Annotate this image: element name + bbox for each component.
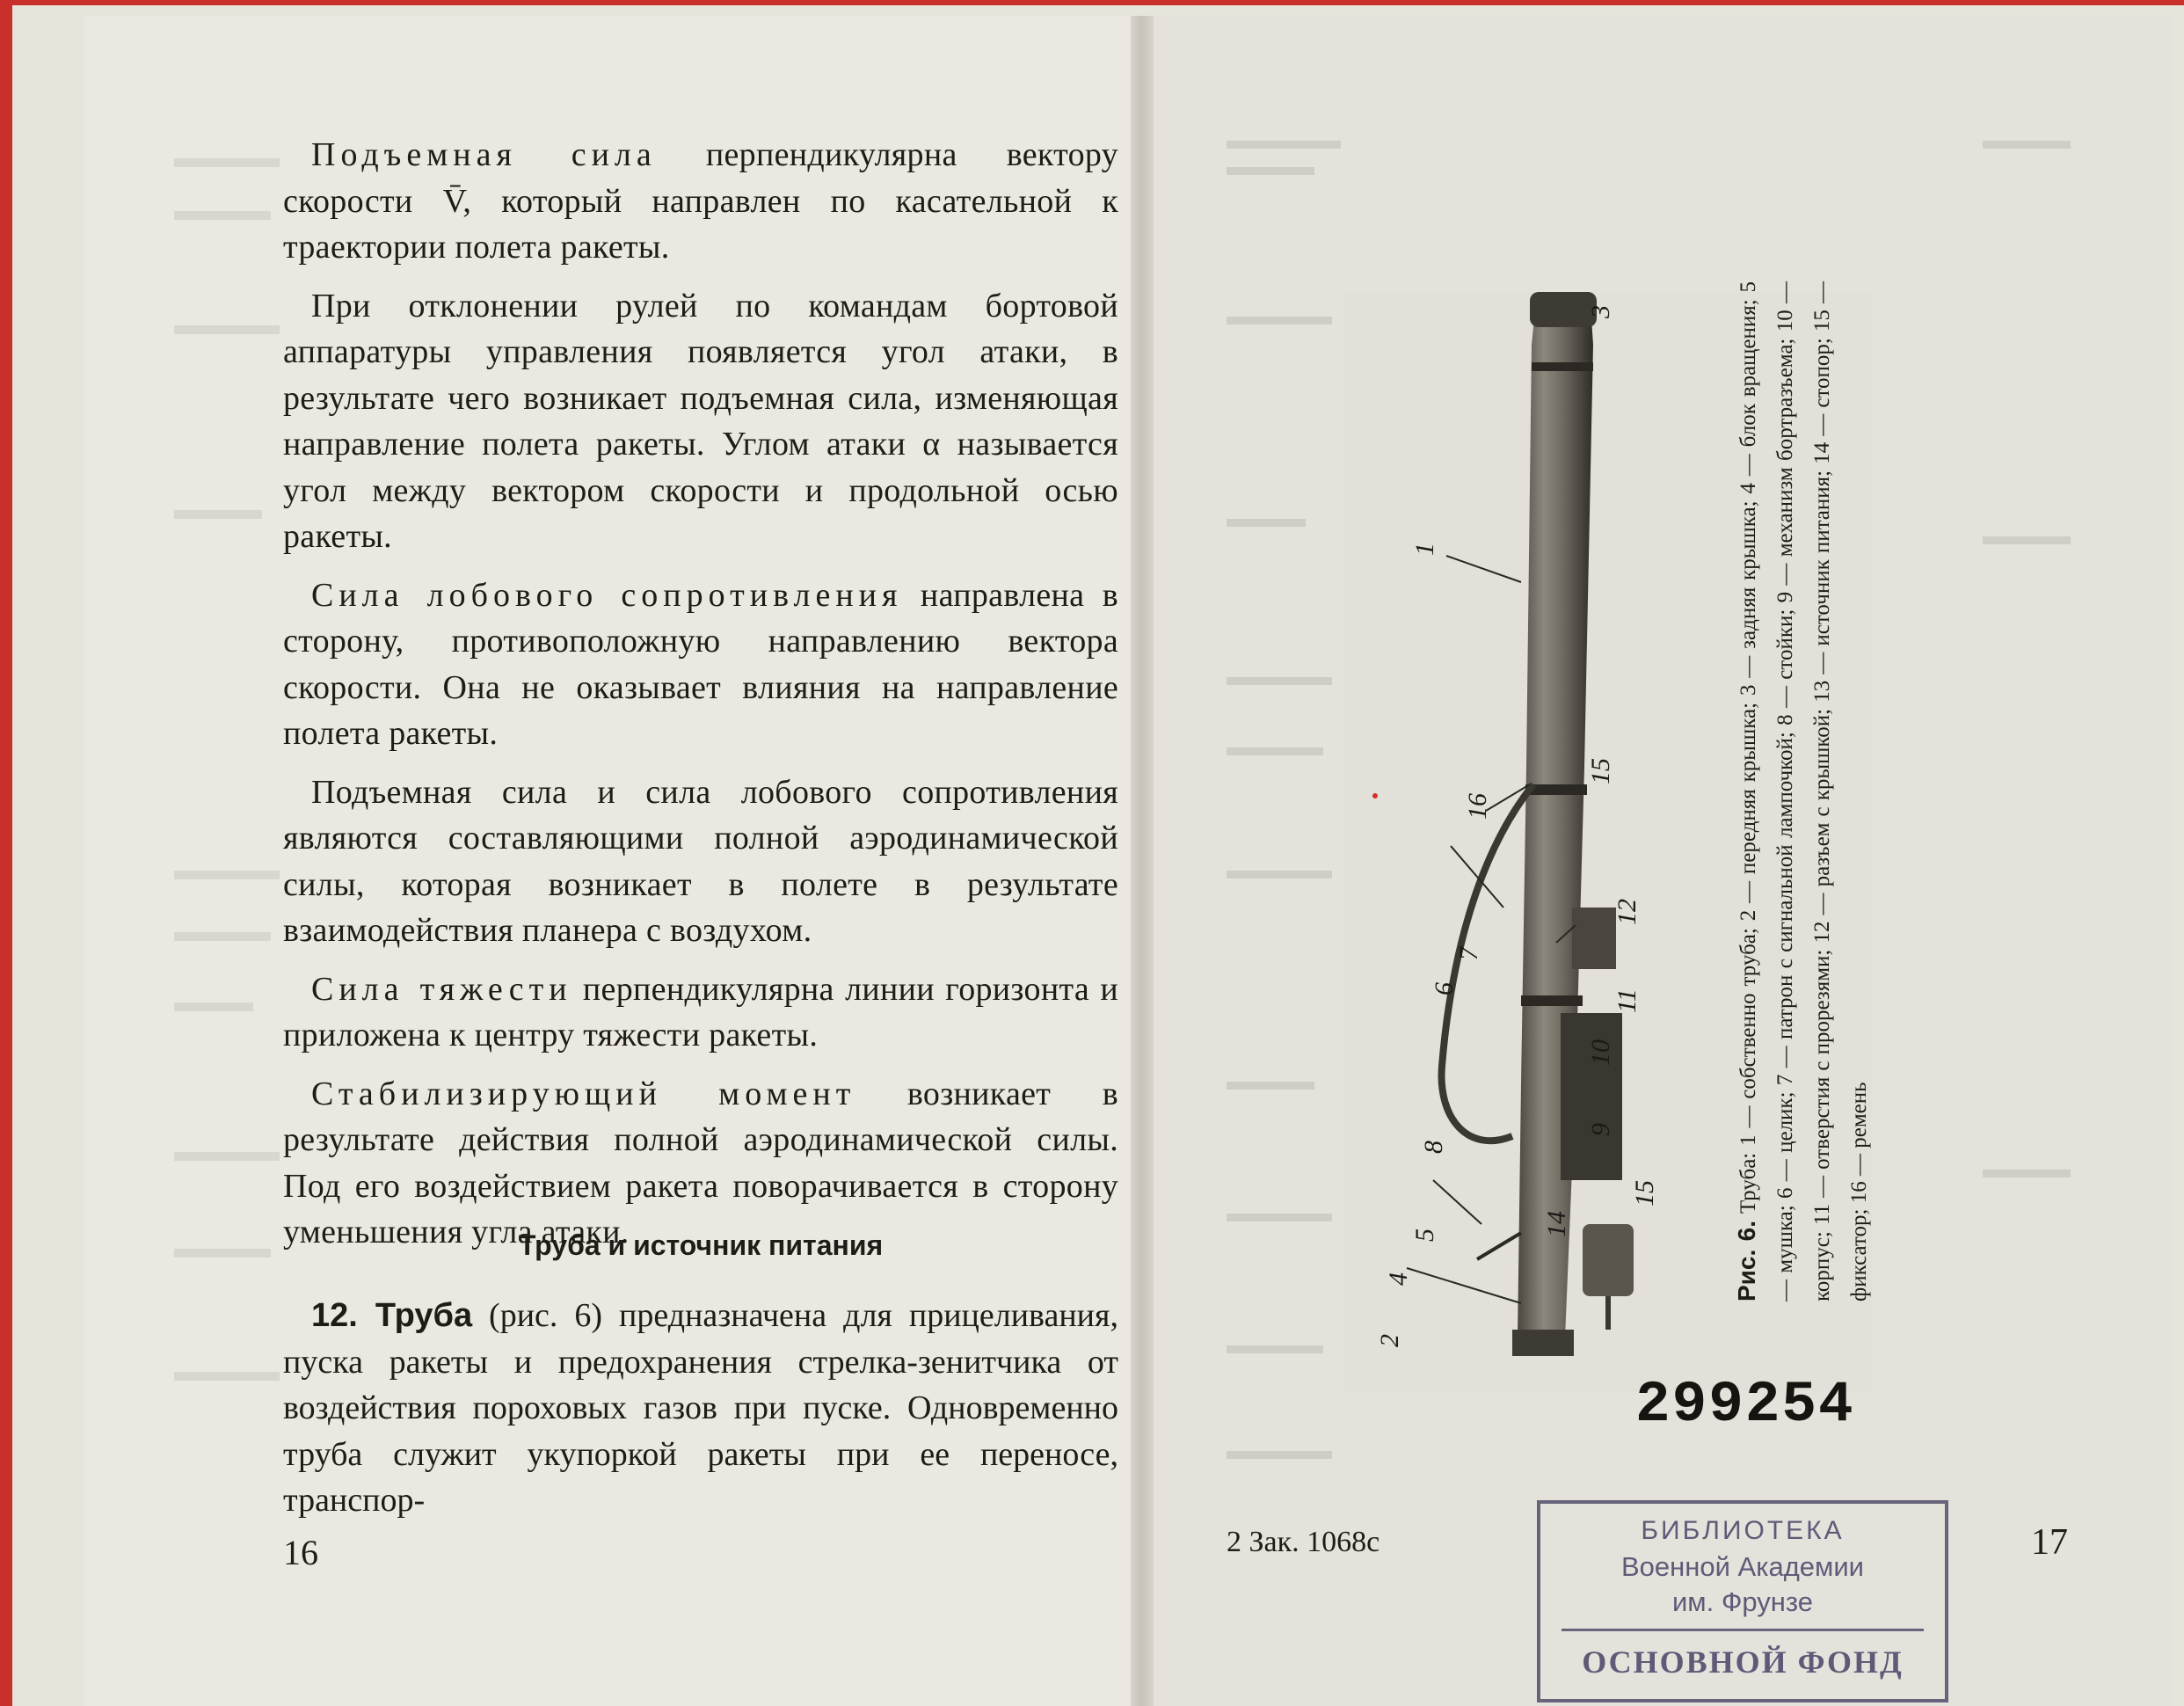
paragraph-text: Подъемная сила и сила лобового сопротивления являются составляющими полной аэродинамической силы, которая возникает в полете в результате взаимодействия планера с воздухом. xyxy=(283,773,1118,949)
figure-label: 11 xyxy=(1613,988,1642,1013)
connector-12 xyxy=(1572,908,1616,969)
item-12-paragraph xyxy=(283,1293,1118,1524)
stamp-divider xyxy=(1562,1629,1924,1631)
figure-label: 5 xyxy=(1410,1228,1439,1242)
paragraph-text: направлена в сторону, противоположную направлению вектора скорости. Она не оказывает влияния на направление полета ракеты. xyxy=(283,576,1118,752)
term-lead: Сила лобового сопротивления xyxy=(311,576,903,614)
order-note: 2 Зак. 1068с xyxy=(1227,1526,1380,1558)
bleed-through-texture xyxy=(167,141,290,1548)
figure-label: 8 xyxy=(1419,1141,1448,1154)
term-lead: Сила тяжести xyxy=(311,970,572,1008)
stamp-line: Военной Академии xyxy=(1620,1551,1864,1582)
figure-label: 3 xyxy=(1586,305,1615,318)
figure-label: 14 xyxy=(1542,1211,1571,1237)
library-stamp xyxy=(1537,1500,1948,1702)
tube-band xyxy=(1521,995,1583,1006)
tube-band xyxy=(1532,362,1593,371)
paragraph xyxy=(283,1071,1118,1256)
paragraph xyxy=(283,572,1118,757)
figure-label: 10 xyxy=(1586,1039,1615,1066)
item-12-text: (рис. 6) предназначена для прицеливания, пуска ракеты и предохранения стрелка-зенитчика от воздействия пороховых газов при пуске. Одновременно труба служит укупоркой ракеты при ее переносе, транспор- xyxy=(283,1297,1118,1519)
caption-title: Рис. 6. xyxy=(1733,1221,1760,1301)
paragraph xyxy=(283,132,1118,271)
power-source xyxy=(1583,1224,1634,1296)
bleed-through-left xyxy=(167,141,290,1548)
page-number-left: 16 xyxy=(283,1533,318,1572)
figure-caption-wrap xyxy=(1688,281,2184,1345)
front-sight xyxy=(1477,1233,1521,1259)
stamp-line: БИБЛИОТЕКА xyxy=(1641,1516,1845,1545)
paragraph-text: перпендикулярна линии горизонта и приложена к центру тяжести ракеты. xyxy=(283,970,1118,1053)
term-lead: Подъемная сила xyxy=(311,136,657,173)
book-gutter xyxy=(1131,16,1154,1706)
paragraph xyxy=(283,769,1118,954)
figure-label: 6 xyxy=(1430,982,1459,995)
tube-body xyxy=(1518,292,1593,1338)
figure-label: 12 xyxy=(1613,899,1642,925)
figure-label: 4 xyxy=(1384,1272,1413,1286)
grip-assembly xyxy=(1561,1013,1622,1180)
paragraph xyxy=(283,283,1118,560)
inventory-number: 299254 xyxy=(1635,1372,1855,1438)
paragraph-text: возникает в результате действия полной аэродинамической силы. Под его воздействием ракета поворачивается в сторону уменьшения угла атаки. xyxy=(283,1075,1118,1250)
figure-label: 15 xyxy=(1630,1180,1659,1207)
item-12-lead: 12. Труба xyxy=(311,1297,473,1334)
red-ink-dot xyxy=(1372,793,1378,798)
stamp-line: им. Фрунзе xyxy=(1671,1586,1814,1617)
section-heading: Труба и источник питания xyxy=(518,1229,884,1261)
figure-label: 15 xyxy=(1586,758,1615,784)
stamp-line: ОСНОВНОЙ ФОНД xyxy=(1582,1644,1904,1680)
paragraph-text: При отклонении рулей по командам бортовой аппаратуры управления появляется угол атаки, в результате чего возникает подъемная сила, изменяющая направление полета ракеты. Углом атаки α называется угол между вектором скорости и продольной осью ракеты. xyxy=(283,287,1118,555)
figure-label: 1 xyxy=(1410,543,1439,556)
main-text xyxy=(283,132,1118,1268)
figure-label: 9 xyxy=(1586,1123,1615,1136)
strap xyxy=(1442,784,1533,1141)
term-lead: Стабилизирующий момент xyxy=(311,1075,856,1112)
paragraph xyxy=(283,966,1118,1059)
paragraph-text: перпендикулярна вектору скорости V̄, который направлен по касательной к траектории полета ракеты. xyxy=(283,136,1118,266)
figure-caption xyxy=(1729,281,1878,1301)
figure-label: 16 xyxy=(1463,793,1492,820)
page-number-right: 17 xyxy=(2031,1522,2068,1563)
figure-label: 2 xyxy=(1375,1334,1404,1347)
caption-text: Труба: 1 — собственно труба; 2 — передняя крышка; 3 — задняя крышка; 4 — блок вращения; 5 — мушка; 6 — целик; 7 — патрон с сигнальной лампочкой; 8 — стойки; 9 — механизм бортразъема; 10 — корпус; 11 — отверстия с прорезями; 12 — разъем с крышкой; 13 — источник питания; 14 — стопор; 15 — фиксатор; 16 — ремень xyxy=(1736,281,1871,1301)
front-cover xyxy=(1512,1330,1574,1356)
figure-label: 7 xyxy=(1454,947,1483,960)
